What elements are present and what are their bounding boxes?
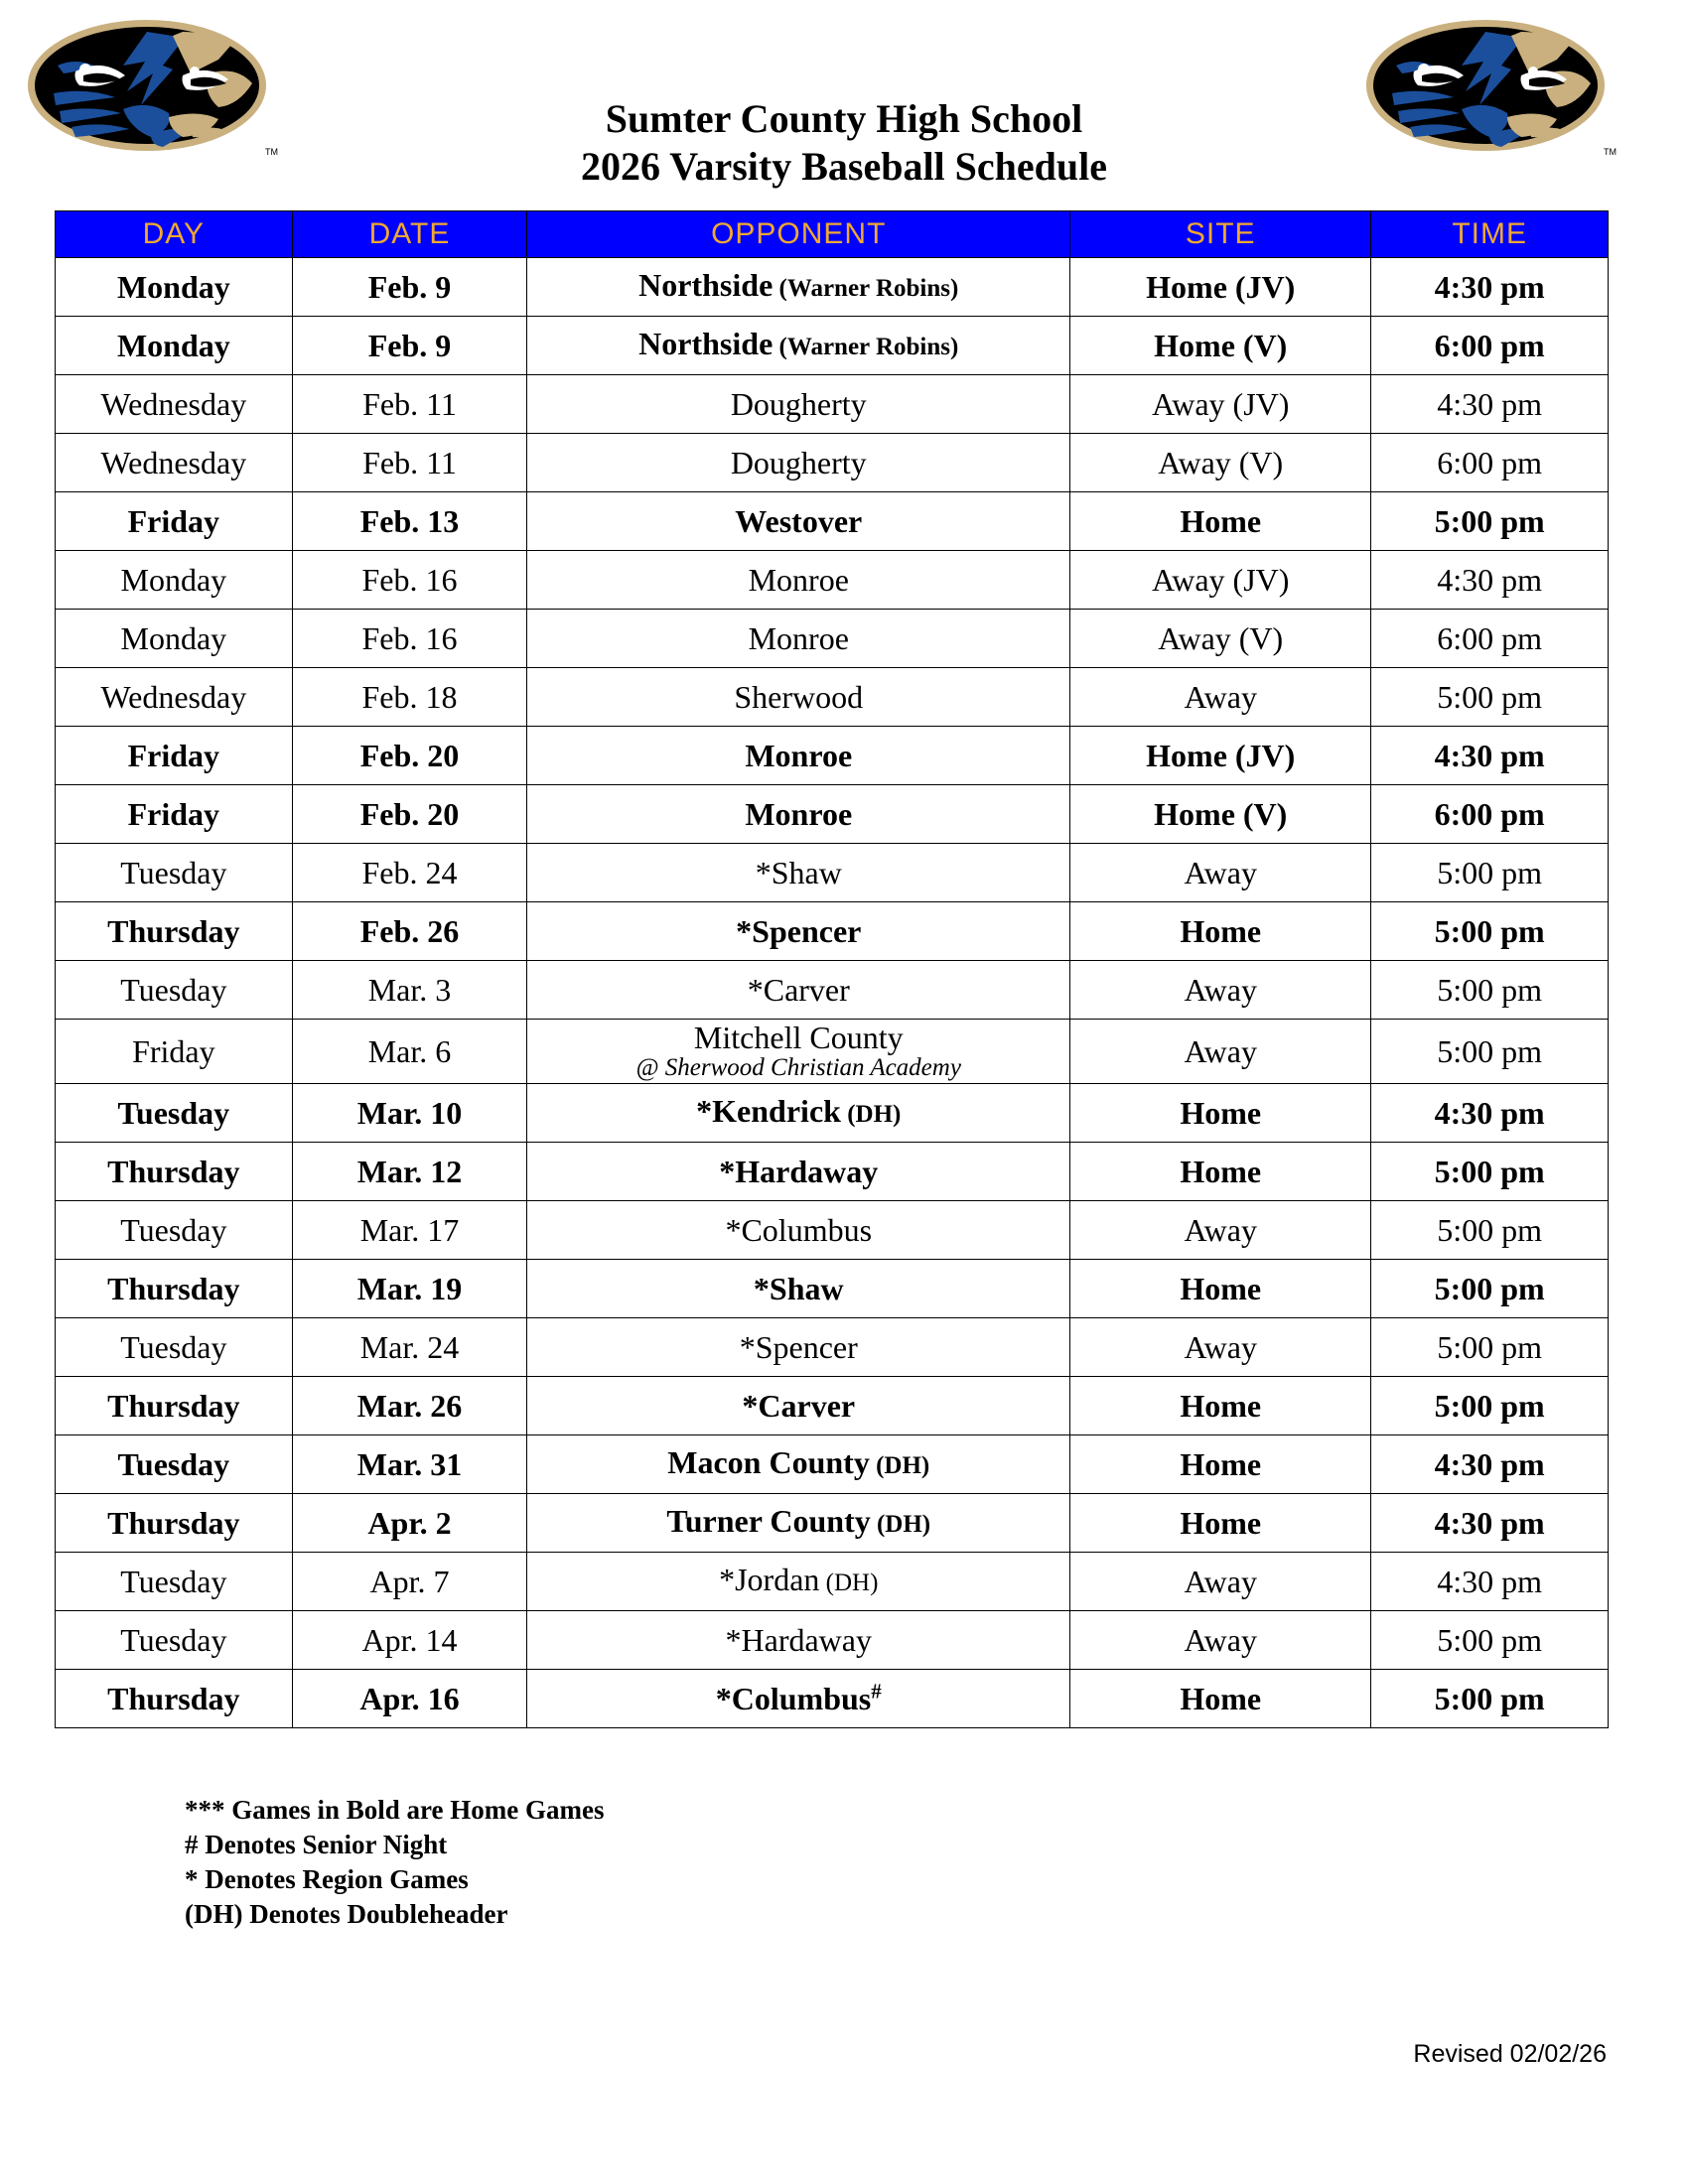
table-row [56, 727, 1609, 785]
cell-opponent [527, 1260, 1070, 1318]
column-header-date: DATE [292, 211, 527, 258]
cell-date: Feb. 20 [292, 785, 527, 844]
cell-opponent [527, 1084, 1070, 1143]
footnote-line: *** Games in Bold are Home Games [185, 1795, 605, 1825]
cell-time: 4:30 pm [1371, 727, 1609, 785]
cell-opponent [527, 1553, 1070, 1611]
column-header-day: DAY [56, 211, 293, 258]
table-row [56, 492, 1609, 551]
column-header-site: SITE [1070, 211, 1371, 258]
cell-site: Away [1070, 844, 1371, 902]
table-row [56, 434, 1609, 492]
cell-site: Home (V) [1070, 317, 1371, 375]
cell-date: Feb. 26 [292, 902, 527, 961]
cell-date: Apr. 2 [292, 1494, 527, 1553]
cell-time: 5:00 pm [1371, 844, 1609, 902]
cell-time: 4:30 pm [1371, 258, 1609, 317]
cell-date: Feb. 11 [292, 434, 527, 492]
opponent-note: (DH) [869, 1452, 930, 1479]
cell-day: Wednesday [56, 375, 293, 434]
opponent-name: Turner County [666, 1503, 871, 1539]
cell-time: 6:00 pm [1371, 317, 1609, 375]
trademark-mark: TM [265, 147, 278, 157]
opponent-name: *Shaw [753, 1271, 844, 1306]
cell-time: 5:00 pm [1371, 1020, 1609, 1084]
cell-site: Home [1070, 1435, 1371, 1494]
cell-time: 5:00 pm [1371, 1143, 1609, 1201]
cell-time: 5:00 pm [1371, 1611, 1609, 1670]
cell-time: 5:00 pm [1371, 492, 1609, 551]
cell-day: Tuesday [56, 1435, 293, 1494]
cell-opponent [527, 1611, 1070, 1670]
cell-opponent [527, 961, 1070, 1020]
page-subtitle: 2026 Varsity Baseball Schedule [580, 144, 1108, 189]
cell-time: 6:00 pm [1371, 785, 1609, 844]
opponent-name: *Spencer [736, 913, 862, 949]
cell-time: 5:00 pm [1371, 1260, 1609, 1318]
table-row [56, 1260, 1609, 1318]
opponent-name: *Columbus [715, 1681, 872, 1716]
opponent-name: Dougherty [730, 386, 867, 422]
cell-site: Away [1070, 1318, 1371, 1377]
cell-site: Away (V) [1070, 610, 1371, 668]
table-row [56, 1553, 1609, 1611]
table-row [56, 551, 1609, 610]
cell-opponent [527, 551, 1070, 610]
cell-day: Wednesday [56, 434, 293, 492]
cell-time: 5:00 pm [1371, 1201, 1609, 1260]
cell-time: 4:30 pm [1371, 375, 1609, 434]
cell-day: Thursday [56, 1494, 293, 1553]
cell-opponent [527, 258, 1070, 317]
cell-opponent [527, 844, 1070, 902]
cell-site: Away [1070, 1553, 1371, 1611]
cell-day: Monday [56, 551, 293, 610]
opponent-note: (DH) [870, 1511, 931, 1538]
cell-time: 4:30 pm [1371, 1084, 1609, 1143]
cell-date: Feb. 9 [292, 317, 527, 375]
opponent-note: (DH) [819, 1570, 879, 1596]
cell-opponent [527, 668, 1070, 727]
cell-opponent [527, 375, 1070, 434]
cell-date: Mar. 31 [292, 1435, 527, 1494]
cell-day: Monday [56, 317, 293, 375]
opponent-name: Westover [735, 503, 863, 539]
opponent-note: (Warner Robins) [773, 334, 959, 360]
cell-site: Away (JV) [1070, 551, 1371, 610]
table-row [56, 317, 1609, 375]
school-logo-right [1362, 14, 1628, 163]
table-row [56, 668, 1609, 727]
cell-site: Home [1070, 1377, 1371, 1435]
cell-time: 6:00 pm [1371, 610, 1609, 668]
cell-opponent [527, 610, 1070, 668]
cell-time: 5:00 pm [1371, 1670, 1609, 1728]
table-header-row [56, 211, 1609, 258]
table-row [56, 1201, 1609, 1260]
cell-opponent [527, 317, 1070, 375]
cell-day: Wednesday [56, 668, 293, 727]
column-header-time: TIME [1371, 211, 1609, 258]
cell-date: Feb. 11 [292, 375, 527, 434]
table-row [56, 1143, 1609, 1201]
cell-day: Thursday [56, 1260, 293, 1318]
opponent-name: Dougherty [730, 445, 867, 480]
table-row [56, 1611, 1609, 1670]
cell-date: Mar. 24 [292, 1318, 527, 1377]
opponent-name: *Kendrick [696, 1093, 841, 1129]
opponent-name: *Columbus [725, 1212, 873, 1248]
cell-day: Thursday [56, 1377, 293, 1435]
opponent-name: *Jordan [719, 1562, 820, 1597]
cell-opponent [527, 1494, 1070, 1553]
cell-site: Home (JV) [1070, 258, 1371, 317]
cell-opponent [527, 434, 1070, 492]
cell-date: Mar. 12 [292, 1143, 527, 1201]
cell-site: Home (JV) [1070, 727, 1371, 785]
cell-date: Apr. 7 [292, 1553, 527, 1611]
cell-site: Away [1070, 668, 1371, 727]
trademark-mark: TM [1604, 147, 1617, 157]
cell-day: Monday [56, 610, 293, 668]
table-row [56, 1020, 1609, 1084]
cell-date: Feb. 16 [292, 551, 527, 610]
opponent-name: *Spencer [739, 1329, 858, 1365]
cell-opponent [527, 902, 1070, 961]
cell-date: Feb. 20 [292, 727, 527, 785]
cell-time: 5:00 pm [1371, 961, 1609, 1020]
cell-opponent [527, 1020, 1070, 1084]
cell-day: Friday [56, 492, 293, 551]
schedule-table-wrapper [55, 210, 1609, 1728]
cell-date: Mar. 19 [292, 1260, 527, 1318]
table-row [56, 375, 1609, 434]
cell-site: Home [1070, 492, 1371, 551]
cell-time: 4:30 pm [1371, 1435, 1609, 1494]
table-row [56, 1435, 1609, 1494]
title-block [328, 95, 1360, 191]
cell-day: Friday [56, 785, 293, 844]
opponent-name: Monroe [748, 620, 849, 656]
footnote-line: (DH) Denotes Doubleheader [185, 1899, 508, 1929]
table-row [56, 1318, 1609, 1377]
cell-opponent [527, 492, 1070, 551]
cell-site: Away [1070, 1611, 1371, 1670]
cell-site: Home [1070, 1143, 1371, 1201]
opponent-name: Monroe [745, 738, 853, 773]
school-logo-left [24, 14, 290, 163]
cell-site: Home (V) [1070, 785, 1371, 844]
cell-time: 4:30 pm [1371, 551, 1609, 610]
cell-date: Mar. 26 [292, 1377, 527, 1435]
cell-site: Home [1070, 1260, 1371, 1318]
cell-time: 6:00 pm [1371, 434, 1609, 492]
footnote-line: # Denotes Senior Night [185, 1830, 448, 1859]
opponent-name: Sherwood [734, 679, 864, 715]
cell-opponent [527, 785, 1070, 844]
cell-site: Away [1070, 961, 1371, 1020]
cell-opponent [527, 1670, 1070, 1728]
cell-time: 5:00 pm [1371, 1377, 1609, 1435]
cell-time: 5:00 pm [1371, 668, 1609, 727]
cell-site: Away (JV) [1070, 375, 1371, 434]
cell-day: Tuesday [56, 844, 293, 902]
table-row [56, 1377, 1609, 1435]
table-row [56, 844, 1609, 902]
senior-night-marker: # [871, 1679, 882, 1704]
footnote-line: * Denotes Region Games [185, 1864, 469, 1894]
cell-day: Thursday [56, 902, 293, 961]
opponent-name: Northside [638, 267, 774, 303]
column-header-opponent: OPPONENT [527, 211, 1070, 258]
opponent-name: Northside [638, 326, 774, 361]
cell-date: Feb. 18 [292, 668, 527, 727]
cell-day: Monday [56, 258, 293, 317]
cell-date: Apr. 14 [292, 1611, 527, 1670]
cell-date: Mar. 6 [292, 1020, 527, 1084]
page-title: Sumter County High School [605, 96, 1083, 141]
cell-date: Feb. 13 [292, 492, 527, 551]
cell-opponent [527, 1201, 1070, 1260]
cell-time: 4:30 pm [1371, 1553, 1609, 1611]
table-body [56, 258, 1609, 1728]
cell-site: Home [1070, 1670, 1371, 1728]
cell-day: Tuesday [56, 1318, 293, 1377]
cell-day: Friday [56, 1020, 293, 1084]
cell-time: 5:00 pm [1371, 1318, 1609, 1377]
footnotes-block [185, 1793, 604, 1932]
cell-day: Tuesday [56, 1201, 293, 1260]
cell-time: 4:30 pm [1371, 1494, 1609, 1553]
opponent-name: Monroe [748, 562, 849, 598]
cell-date: Mar. 3 [292, 961, 527, 1020]
cell-date: Apr. 16 [292, 1670, 527, 1728]
page-header [0, 0, 1688, 195]
opponent-name: *Carver [742, 1388, 856, 1424]
opponent-name: Mitchell County [693, 1020, 904, 1055]
opponent-name: *Hardaway [719, 1154, 879, 1189]
cell-site: Away [1070, 1020, 1371, 1084]
cell-site: Home [1070, 902, 1371, 961]
opponent-name: *Shaw [755, 855, 842, 890]
table-row [56, 785, 1609, 844]
cell-date: Feb. 24 [292, 844, 527, 902]
table-row [56, 961, 1609, 1020]
opponent-venue-note: @ Sherwood Christian Academy [635, 1054, 961, 1081]
table-row [56, 610, 1609, 668]
cell-day: Tuesday [56, 1553, 293, 1611]
cell-date: Mar. 17 [292, 1201, 527, 1260]
cell-opponent [527, 1377, 1070, 1435]
cell-site: Home [1070, 1084, 1371, 1143]
cell-opponent [527, 1318, 1070, 1377]
table-row [56, 1084, 1609, 1143]
opponent-name: *Hardaway [725, 1622, 872, 1658]
table-row [56, 258, 1609, 317]
opponent-name: *Carver [747, 972, 850, 1008]
cell-opponent [527, 1143, 1070, 1201]
cell-time: 5:00 pm [1371, 902, 1609, 961]
opponent-note: (Warner Robins) [773, 275, 959, 302]
schedule-table [55, 210, 1609, 1728]
cell-opponent [527, 1435, 1070, 1494]
table-row [56, 1670, 1609, 1728]
opponent-note: (DH) [840, 1101, 902, 1128]
cell-day: Tuesday [56, 1084, 293, 1143]
table-row [56, 1494, 1609, 1553]
cell-date: Mar. 10 [292, 1084, 527, 1143]
opponent-name: Macon County [667, 1444, 870, 1480]
cell-site: Away (V) [1070, 434, 1371, 492]
cell-day: Thursday [56, 1670, 293, 1728]
cell-day: Tuesday [56, 961, 293, 1020]
table-row [56, 902, 1609, 961]
cell-site: Home [1070, 1494, 1371, 1553]
table-header [56, 211, 1609, 258]
cell-day: Friday [56, 727, 293, 785]
cell-day: Thursday [56, 1143, 293, 1201]
cell-opponent [527, 727, 1070, 785]
opponent-name: Monroe [745, 796, 853, 832]
cell-site: Away [1070, 1201, 1371, 1260]
cell-date: Feb. 16 [292, 610, 527, 668]
cell-day: Tuesday [56, 1611, 293, 1670]
cell-date: Feb. 9 [292, 258, 527, 317]
revised-date: Revised 02/02/26 [1413, 2040, 1607, 2068]
